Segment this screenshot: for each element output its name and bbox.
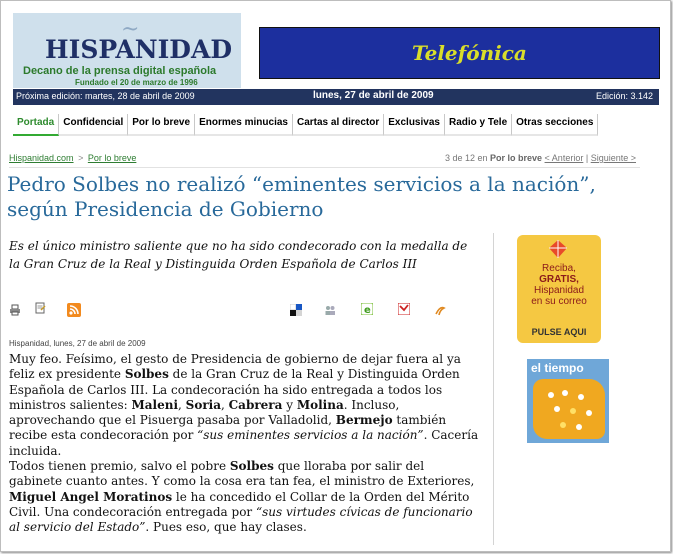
bookmark-icon[interactable]: [434, 304, 446, 316]
weather-symbols: [533, 379, 605, 439]
current-date: lunes, 27 de abril de 2009: [313, 90, 434, 101]
pager-previous-link[interactable]: < Anterior: [544, 153, 584, 163]
print-icon[interactable]: [9, 304, 21, 316]
logo-word: HISPANIDAD: [45, 35, 233, 64]
nav-cartas-al-director[interactable]: Cartas al director: [293, 114, 384, 136]
breadcrumb: [9, 153, 136, 163]
rss-icon[interactable]: [67, 303, 81, 317]
site-logo[interactable]: [13, 13, 241, 88]
article-summary: Es el único ministro saliente que no ha sido condecorado con la medalla de la Gran Cruz de la Real y Distinguida Orden Española de Carlos III: [9, 239, 468, 271]
pager-separator: |: [585, 153, 589, 163]
pager-position: 3 de 12 en: [444, 153, 488, 163]
promo-line-1: Reciba,: [542, 263, 576, 274]
yahoo-icon[interactable]: [398, 303, 410, 315]
nav-confidencial[interactable]: Confidencial: [59, 114, 128, 136]
promo-line-2: GRATIS,: [539, 274, 579, 285]
article-title: Pedro Solbes no realizó “eminentes servicios a la nación”, según Presidencia de Gobierno: [7, 172, 596, 221]
nav-por-lo-breve[interactable]: Por lo breve: [128, 114, 195, 136]
pager-next-link[interactable]: Siguiente >: [590, 153, 636, 163]
ad-text: Telefónica: [412, 41, 527, 65]
promo-line-3: Hispanidad: [533, 285, 585, 296]
weather-widget[interactable]: [527, 359, 609, 443]
paragraph-2: Todos tienen premio, salvo el pobre Solbes que lloraba por salir del gabinete cuanto antes. Y como la cosa era tan fea, el ministro de Exteriores, Miguel Angel Moratinos le ha concedido el Collar de la Orden del Mérito Civil. Una condecoración entregada por “sus virtudes cívicas de funcionario al servicio del Estado”. Pues eso, que hay clases.: [9, 459, 475, 535]
share-people-icon[interactable]: [324, 304, 336, 316]
next-edition: Próxima edición: martes, 28 de abril de 2009: [16, 91, 195, 101]
logo-tagline: Decano de la prensa digital española: [23, 65, 217, 77]
article-body: [9, 352, 479, 536]
delicious-icon[interactable]: [290, 304, 302, 316]
edition-bar: [13, 89, 659, 105]
newsletter-promo[interactable]: [517, 235, 601, 343]
edition-number: Edición: 3.142: [595, 91, 653, 101]
nav-otras-secciones[interactable]: Otras secciones: [512, 114, 598, 136]
spain-map-icon: [533, 379, 605, 439]
weather-title: el tiempo: [531, 361, 584, 375]
promo-button[interactable]: PULSE AQUI: [531, 327, 587, 337]
nav-enormes-minucias[interactable]: Enormes minucias: [195, 114, 293, 136]
nav-radio-y-tele[interactable]: Radio y Tele: [445, 114, 512, 136]
breadcrumb-separator: >: [78, 153, 84, 163]
kite-icon: [547, 239, 569, 261]
header-divider: [9, 167, 640, 168]
svg-text:e: e: [364, 305, 371, 315]
nav-portada[interactable]: Portada: [13, 114, 59, 136]
paragraph-1: Muy feo. Feísimo, el gesto de Presidencia de gobierno de dejar fuera al ya feliz ex presidente Solbes de la Gran Cruz de la Real y Distinguida Orden Española de Carlos III. La condecoración ha sido entregada a todos los ministros salientes: Maleni, Soria, Cabrera y Molina. Incluso, aprovechando que el Pisuerga pasaba por Valladolid, Bermejo también recibe esta condecoración por “sus eminentes servicios a la nación”. Cacería incluida.: [9, 352, 479, 458]
nav-exclusivas[interactable]: Exclusivas: [384, 114, 445, 136]
ad-banner[interactable]: [259, 27, 660, 79]
article-date: Hispanidad, lunes, 27 de abril de 2009: [9, 339, 146, 348]
article-pager: [445, 153, 636, 163]
breadcrumb-home[interactable]: Hispanidad.com: [9, 153, 74, 163]
logo-tilde: ~: [121, 17, 140, 42]
logo-founded: Fundado el 20 de marzo de 1996: [75, 78, 198, 87]
main-nav: [13, 114, 598, 136]
email-icon[interactable]: [34, 302, 46, 314]
breadcrumb-section[interactable]: Por lo breve: [87, 153, 137, 163]
promo-line-4: en su correo: [531, 296, 587, 307]
pager-section: Por lo breve: [490, 153, 543, 163]
meneame-icon[interactable]: [361, 303, 373, 315]
column-divider: [493, 233, 494, 545]
